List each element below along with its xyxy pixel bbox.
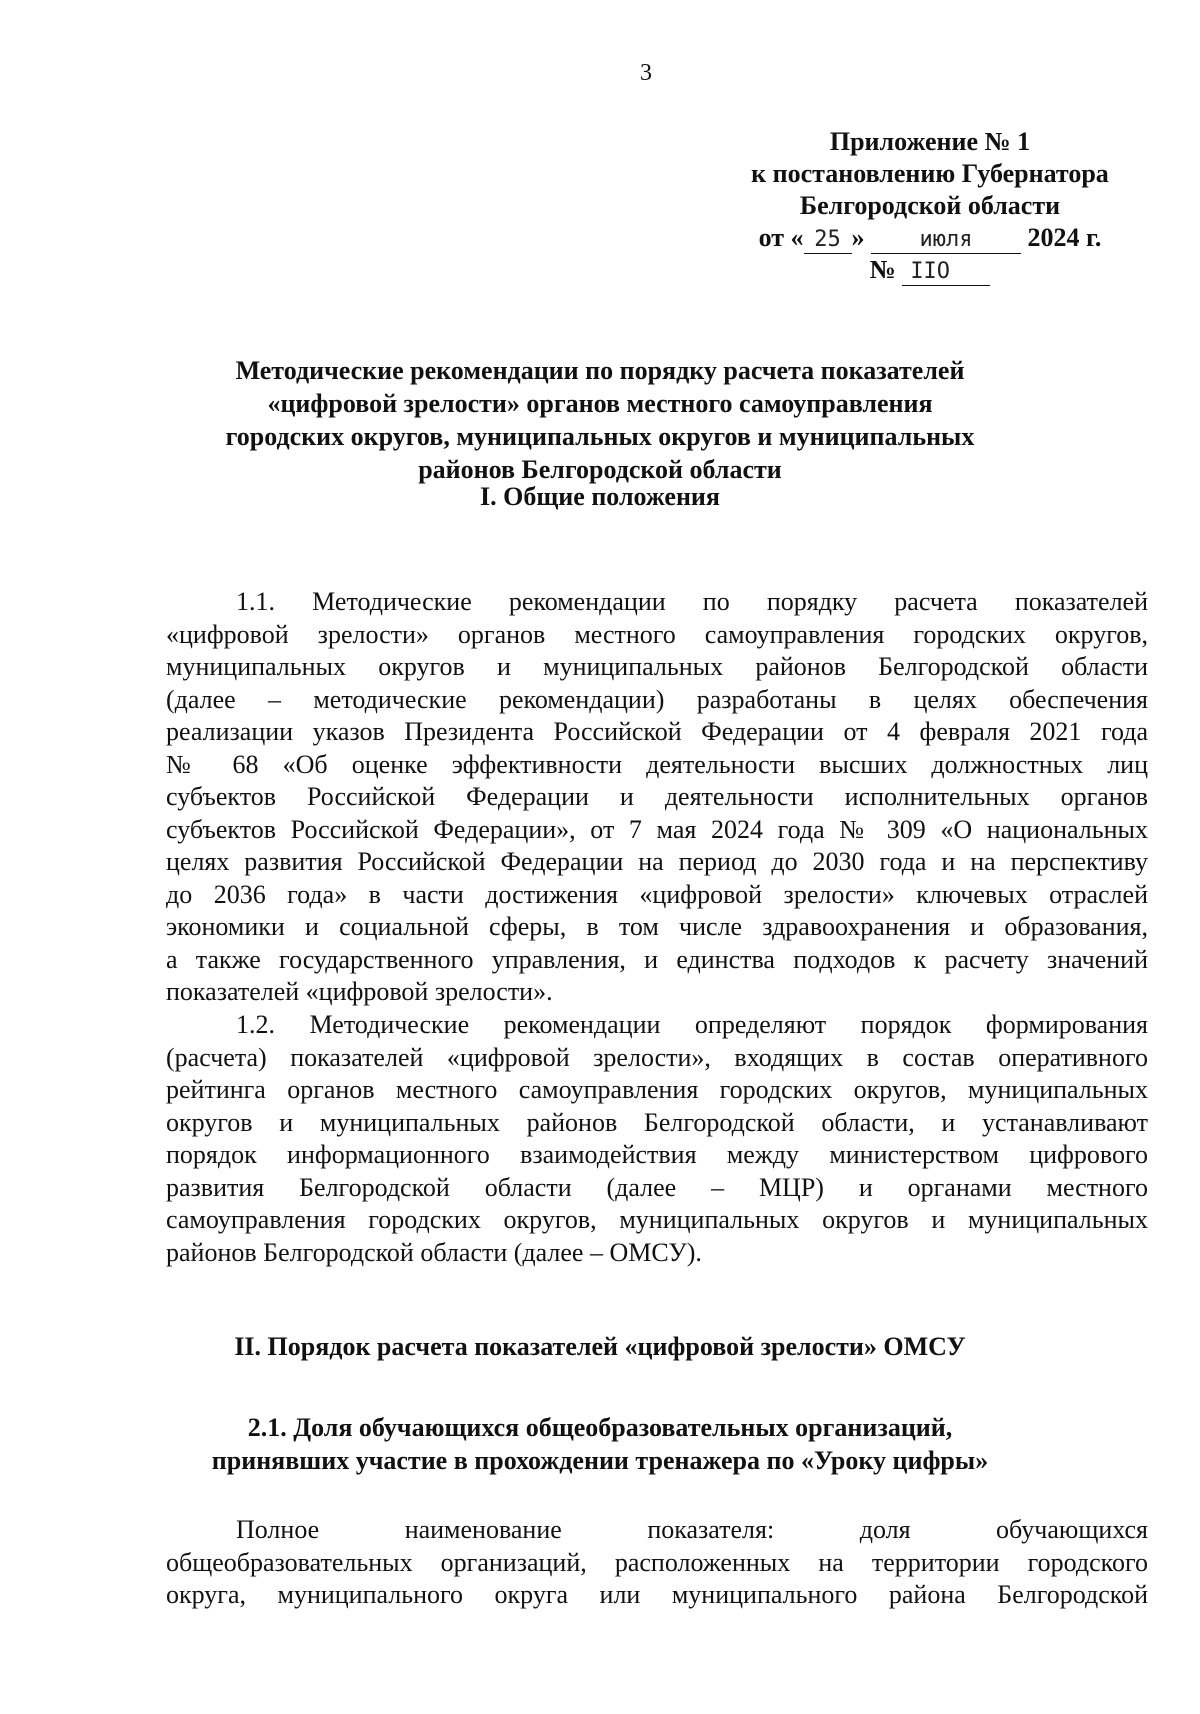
appendix-number-line [700, 254, 1160, 286]
text-line: показателей «цифровой зрелости». [166, 977, 553, 1006]
text-line: округа, муниципального округа или муниципального района Белгородской [166, 1580, 1148, 1609]
paragraph-1-2 [166, 1009, 1148, 1269]
text-line: реализации указов Президента Российской Федерации от 4 февраля 2021 года [166, 717, 1148, 746]
text-line: рейтинга органов местного самоуправления городских округов, муниципальных [166, 1075, 1148, 1104]
number-prefix: № [869, 255, 896, 284]
text-line: (далее – методические рекомендации) разработаны в целях обеспечения [166, 684, 1148, 714]
text-line: № 68 «Об оценке эффективности деятельности высших должностных лиц [166, 749, 1148, 779]
document-title [150, 354, 1050, 486]
text-line: муниципальных округов и муниципальных районов Белгородской области [166, 652, 1148, 681]
paragraph-1-1 [166, 586, 1148, 1009]
appendix-header [700, 126, 1160, 286]
paragraph-2-1 [166, 1514, 1148, 1612]
date-day: 25 [804, 227, 852, 254]
text-line: порядок информационного взаимодействия между министерством цифрового [166, 1140, 1148, 1169]
subheading-line: 2.1. Доля обучающихся общеобразовательных организаций, [247, 1413, 953, 1442]
number-value: IIO [902, 259, 990, 286]
text-line: до 2036 года» в части достижения «цифровой зрелости» ключевых отраслей [166, 879, 1148, 909]
subheading-line: принявших участие в прохождении тренажера по «Уроку цифры» [211, 1446, 989, 1475]
appendix-line-3: Белгородской области [799, 191, 1061, 220]
appendix-line-2: к постановлению Губернатора [751, 159, 1109, 188]
text-line: районов Белгородской области (далее – ОМСУ). [166, 1237, 702, 1267]
title-line: городских округов, муниципальных округов и муниципальных [225, 422, 975, 451]
date-prefix: от « [758, 223, 804, 252]
date-year: 2024 г. [1027, 223, 1102, 252]
text-line: субъектов Российской Федерации», от 7 мая 2024 года № 309 «О национальных [166, 814, 1148, 844]
section-2-heading: II. Порядок расчета показателей «цифровой зрелости» ОМСУ [234, 1332, 966, 1361]
text-line: Полное наименование показателя: доля обучающихся [236, 1515, 1148, 1544]
text-line: (расчета) показателей «цифровой зрелости», входящих в состав оперативного [166, 1042, 1148, 1072]
text-line: субъектов Российской Федерации и деятельности исполнительных органов [166, 782, 1148, 811]
date-month: июля [871, 227, 1021, 254]
text-line: а также государственного управления, и единства подходов к расчету значений [166, 944, 1148, 974]
subsection-2-1-heading [150, 1411, 1050, 1477]
text-line: 1.2. Методические рекомендации определяют порядок формирования [236, 1010, 1148, 1039]
section-1-heading: I. Общие положения [480, 482, 720, 511]
text-line: общеобразовательных организаций, расположенных на территории городского [166, 1547, 1148, 1577]
text-line: развития Белгородской области (далее – МЦР) и органами местного [166, 1172, 1148, 1202]
title-line: «цифровой зрелости» органов местного самоуправления [267, 389, 933, 418]
text-line: экономики и социальной сферы, в том числе здравоохранения и образования, [166, 912, 1148, 941]
text-line: целях развития Российской Федерации на период до 2030 года и на перспективу [166, 847, 1148, 876]
text-line: «цифровой зрелости» органов местного самоуправления городских округов, [166, 619, 1148, 649]
appendix-date-line [700, 222, 1160, 254]
date-mid: » [851, 223, 865, 252]
text-line: 1.1. Методические рекомендации по порядку расчета показателей [236, 587, 1148, 616]
page-number: 3 [640, 60, 652, 86]
text-line: округов и муниципальных районов Белгородской области, и устанавливают [166, 1107, 1148, 1137]
title-line: районов Белгородской области [418, 455, 782, 484]
appendix-title: Приложение № 1 [829, 127, 1031, 156]
text-line: самоуправления городских округов, муниципальных округов и муниципальных [166, 1205, 1148, 1234]
title-line: Методические рекомендации по порядку расчета показателей [235, 356, 965, 385]
